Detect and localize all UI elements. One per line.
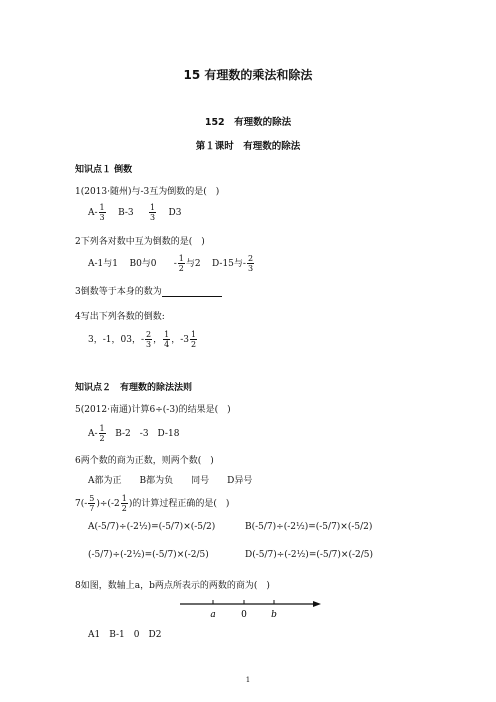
q1-option-d: D3 <box>168 208 182 218</box>
q2-option-d: D-15与- $\frac{2}{3}$ <box>212 254 254 273</box>
question-7-stem: 7(- $\frac{5}{7}$ )÷(-2 $\frac{1}{2}$ )的计算过程正确的是( ) <box>75 494 230 513</box>
lesson-title: 第１课时 有理数的除法 <box>195 141 301 152</box>
q7-option-b: B(-5/7)÷(-2½)=(-5/7)×(-5/2) <box>245 522 373 532</box>
number-line-figure <box>175 596 325 624</box>
question-6-options: A都为正 B都为负 同号 D异号 <box>88 476 253 486</box>
page-title: 15 有理数的乘法和除法 <box>183 68 313 82</box>
question-1-options <box>88 203 181 222</box>
question-2-options <box>88 254 255 273</box>
q2-option-a: A-1与1 <box>88 259 118 269</box>
page-number: 1 <box>245 676 251 684</box>
q1-option-c: $\frac{1}{3}$ <box>149 203 156 222</box>
q7-option-d: D(-5/7)÷(-2½)=(-5/7)×(-2/5) <box>245 550 373 560</box>
q7-option-c: (-5/7)÷(-2½)=(-5/7)×(-2/5) <box>88 550 209 560</box>
q1-option-a: A- $\frac{1}{3}$ <box>88 203 105 222</box>
knowledge-point-1: 知识点１ 倒数 <box>75 165 133 175</box>
q2-option-c: - $\frac{1}{2}$ 与2 <box>173 254 201 273</box>
q1-option-b: B-3 <box>118 208 134 218</box>
question-5-stem: 5(2012·南通)计算6÷(-3)的结果是( ) <box>75 405 231 415</box>
question-8-stem: 8如图，数轴上a，b两点所表示的两数的商为( ) <box>75 581 270 591</box>
section-title: 152 有理数的除法 <box>204 117 292 128</box>
question-1-stem: 1(2013·随州)与-3互为倒数的是( ) <box>75 187 220 197</box>
q2-option-b: B0与0 <box>129 259 157 269</box>
answer-blank[interactable] <box>162 288 222 297</box>
question-4-stem: 4写出下列各数的倒数: <box>75 312 165 322</box>
question-6-stem: 6两个数的商为正数，则两个数( ) <box>75 456 214 466</box>
label-b: b <box>271 610 277 620</box>
axis-arrow-icon <box>313 601 321 607</box>
knowledge-point-2: 知识点２ 有理数的除法法则 <box>75 383 193 393</box>
q7-option-a: A(-5/7)÷(-2½)=(-5/7)×(-5/2) <box>88 522 216 532</box>
label-a: a <box>210 610 216 620</box>
label-0: 0 <box>241 610 247 620</box>
question-4-numbers: 3，-1，03，- $\frac{2}{3}$ ， $\frac{1}{4}$ ，-3 $\frac{1}{2}$ <box>88 330 197 349</box>
question-5-options: A- $\frac{1}{2}$ B-2 -3 D-18 <box>88 424 180 443</box>
question-8-options: A1 B-1 0 D2 <box>88 630 162 640</box>
question-3: 3倒数等于本身的数为 <box>75 284 222 297</box>
question-2-stem: 2下列各对数中互为倒数的是( ) <box>75 237 205 247</box>
